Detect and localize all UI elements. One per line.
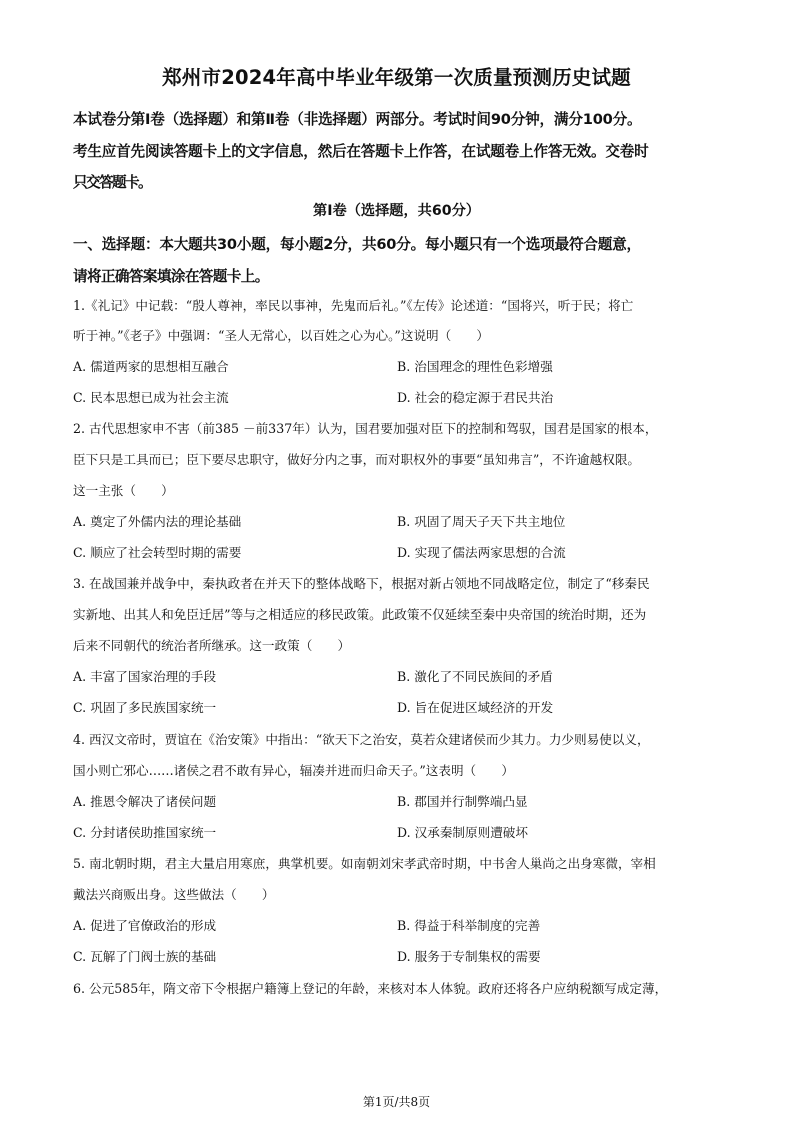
instruction-line: 本试卷分第Ⅰ卷（选择题）和第Ⅱ卷（非选择题）两部分。考试时间90分钟，满分100分。 xyxy=(73,111,642,128)
instruction-line: 考生应首先阅读答题卡上的文字信息，然后在答题卡上作答，在试题卷上作答无效。交卷时 xyxy=(73,142,649,160)
option-b: B. 得益于科举制度的完善 xyxy=(397,918,541,933)
question-text-line: 4. 西汉文帝时，贾谊在《治安策》中指出：“欲天下之治安，莫若众建诸侯而少其力。力少则易使以义， xyxy=(73,732,650,747)
question-text-line: 5. 南北朝时期，君主大量启用寒庶，典掌机要。如南朝刘宋孝武帝时期，中书舍人巢尚之出身寒微，宰相 xyxy=(73,856,656,871)
question-text-line: 臣下只是工具而已；臣下要尽忠职守，做好分内之事，而对职权外的事要“虽知弗言”，不许逾越权限。 xyxy=(73,452,641,467)
exam-instructions xyxy=(73,104,733,199)
option-c: C. 瓦解了门阀士族的基础 xyxy=(73,949,217,964)
question-text-line: 实新地、出其人和免臣迁居”等与之相适应的移民政策。此政策不仅延续至秦中央帝国的统治时期，还为 xyxy=(73,607,647,622)
option-d: D. 旨在促进区域经济的开发 xyxy=(397,700,554,715)
section-heading-line: 请将正确答案填涂在答题卡上。 xyxy=(73,267,269,285)
part-one-heading: 第Ⅰ卷（选择题，共60分） xyxy=(313,203,480,219)
option-b: B. 巩固了周天子天下共主地位 xyxy=(397,514,566,529)
question-text-line: 这一主张（ ） xyxy=(73,483,174,498)
option-d: D. 服务于专制集权的需要 xyxy=(397,949,541,964)
question-text-line: 后来不同朝代的统治者所继承。这一政策（ ） xyxy=(73,638,351,653)
option-d: D. 社会的稳定源于君民共治 xyxy=(397,390,554,405)
option-b: B. 治国理念的理性色彩增强 xyxy=(397,359,553,374)
option-b: B. 郡国并行制弊端凸显 xyxy=(397,794,528,809)
exam-title: 郑州市2024年高中毕业年级第一次质量预测历史试题 xyxy=(162,66,631,89)
option-a: A. 奠定了外儒内法的理论基础 xyxy=(73,514,242,529)
question-text-line: 2. 古代思想家申不害（前385 －前337年）认为，国君要加强对臣下的控制和驾驭，国君是国家的根本， xyxy=(73,421,658,436)
option-a: A. 推恩令解决了诸侯问题 xyxy=(73,794,217,809)
page-footer: 第1页/共8页 xyxy=(362,1095,431,1109)
instruction-line: 只交答题卡。 xyxy=(73,174,151,191)
option-c: C. 民本思想已成为社会主流 xyxy=(73,390,229,405)
section-heading xyxy=(73,229,733,292)
question-text-line: 3. 在战国兼并战争中，秦执政者在并天下的整体战略下，根据对新占领地不同战略定位，制定了“移秦民 xyxy=(73,576,650,591)
question-text-line: 1.《礼记》中记载：“殷人尊神，率民以事神，先鬼而后礼。”《左传》论述道：“国将兴，听于民；将亡 xyxy=(73,298,634,313)
option-a: A. 丰富了国家治理的手段 xyxy=(73,669,217,684)
question-text-line: 听于神。”《老子》中强调：“圣人无常心，以百姓之心为心。”这说明（ ） xyxy=(73,328,490,343)
option-b: B. 激化了不同民族间的矛盾 xyxy=(397,669,553,684)
option-c: C. 顺应了社会转型时期的需要 xyxy=(73,545,242,560)
option-d: D. 实现了儒法两家思想的合流 xyxy=(397,545,566,560)
option-a: A. 儒道两家的思想相互融合 xyxy=(73,359,229,374)
question-text-line: 6. 公元585年，隋文帝下令根据户籍簿上登记的年龄，来核对本人体貌。政府还将各户应纳税额写成定薄， xyxy=(73,981,668,996)
option-a: A. 促进了官僚政治的形成 xyxy=(73,918,217,933)
question-text-line: 戴法兴商贩出身。这些做法（ ） xyxy=(73,887,275,902)
option-d: D. 汉承秦制原则遭破坏 xyxy=(397,825,528,840)
option-c: C. 巩固了多民族国家统一 xyxy=(73,700,217,715)
option-c: C. 分封诸侯助推国家统一 xyxy=(73,825,217,840)
section-heading-line: 一、选择题：本大题共30小题，每小题2分，共60分。每小题只有一个选项最符合题意， xyxy=(73,236,641,253)
question-text-line: 国小则亡邪心……诸侯之君不敢有异心，辐凑并进而归命天子。”这表明（ ） xyxy=(73,763,514,778)
